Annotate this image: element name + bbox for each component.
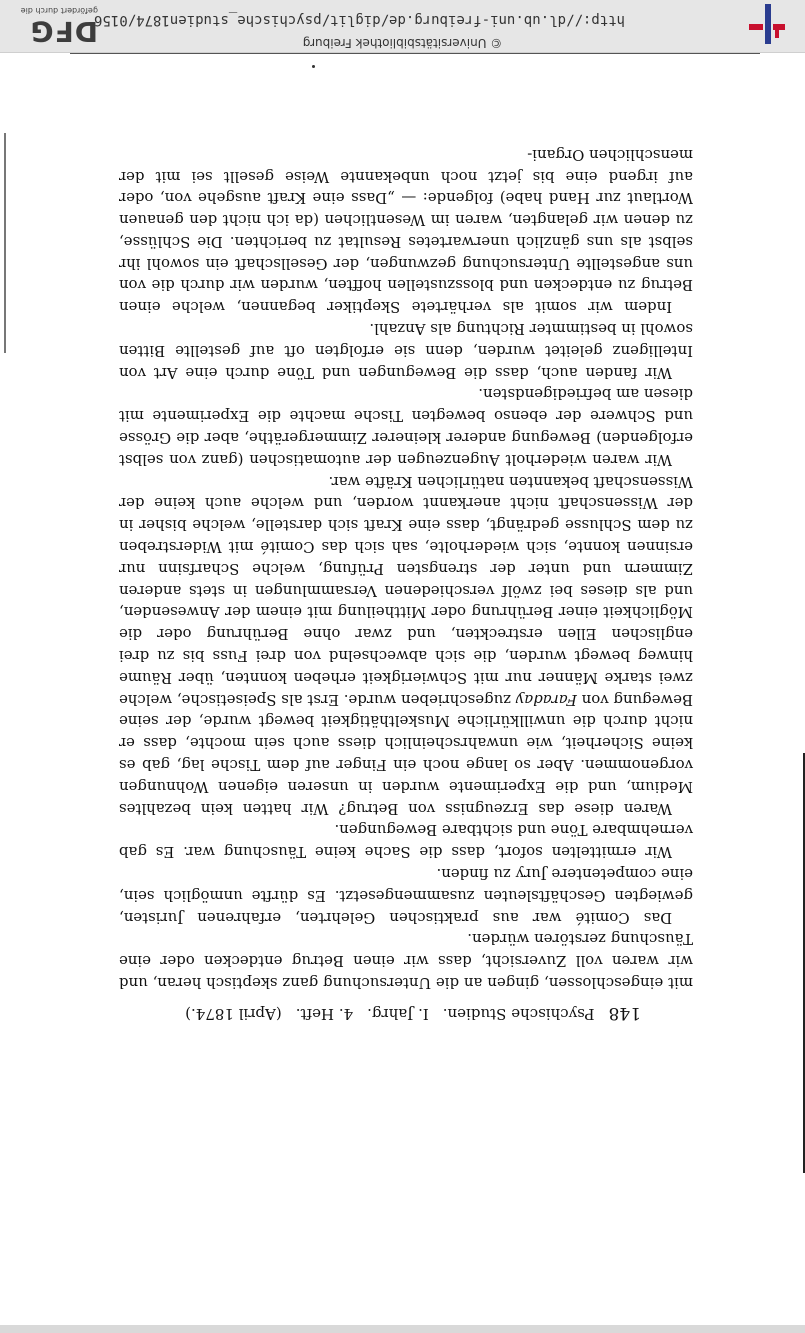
- page-edge-line: [70, 53, 760, 54]
- page-body-text: [119, 143, 693, 993]
- paragraph: Das Comité war aus praktischen Gelehrten, erfahrenen Juristen, gewiegten Geschäftsleuten zusammengesetzt. Es dürfte unmöglich sein, eine competentere Jury zu finden.: [119, 865, 693, 927]
- journal-title: Psychische Studien.: [442, 1005, 595, 1023]
- dfg-logo: [18, 4, 98, 48]
- running-header: [131, 1003, 641, 1023]
- issue-date: (April 1874.): [185, 1005, 282, 1023]
- paragraph: Indem wir somit als verhärtete Skeptiker begannen, welche einen Betrug zu entdecken und blosszustellen hofften, wurden wir durch die von uns angestellte Untersuchung gezwungen, der Gesellschaft ein sowohl ihr selbst als uns gänzlich unerwartetes Resultat zu berichten. Die Schlüsse, zu denen wir gelangten, waren im Wesentlichen (da ich nicht den genauen Wortlaut zur Hand habe) folgende: — „Dass eine Kraft ausgehe von, oder auf irgend eine bis jetzt noch unbekannte Weise gesellt sei mit der menschlichen Organi-: [119, 145, 693, 317]
- dfg-caption: gefördert durch die: [20, 6, 98, 15]
- scan-edge-mark: [4, 133, 6, 353]
- page-number: 148: [608, 1003, 641, 1023]
- scan-speck: [312, 65, 315, 68]
- viewer-bottom-strip: [0, 1325, 805, 1333]
- copyright-notice: © Universitätsbibliothek Freiburg: [302, 36, 503, 50]
- issue-label: 4. Heft.: [295, 1005, 354, 1023]
- dfg-logo-text: DFG: [29, 15, 98, 48]
- paragraph: mit eingeschlossen, gingen an die Untersuchung ganz skeptisch heran, und wir waren voll Zuversicht, dass wir einen Betrug entdecken oder eine Täuschung zerstören würden.: [119, 930, 693, 992]
- volume-label: I. Jahrg.: [367, 1005, 429, 1023]
- paragraph: Waren diese das Erzeugniss von Betrug? Wir hatten kein bezahltes Medium, und die Experimente wurden in unseren eigenen Wohnungen vorgenommen. Aber so lange noch ein Finger auf dem Tische lag, gab es keine Sicherheit, wie unwahrscheinlich diess auch sein mochte, dass er nicht durch die unwillkürliche Muskelthätigkeit bewegt wurde, der seine Bewegung von Faraday zugeschrieben wurde. Erst als Speisetische, welche zwei starke Männer nur mit Schwierigkeit erheben konnten, über Räume hinweg bewegt wurden, die sich abwechselnd von drei Fuss bis zu drei englischen Ellen erstreckten, und zwar ohne Berührung oder die Möglichkeit einer Berührung oder Mittheilung mit einem der Anwesenden, und als dieses bei zwölf verschiedenen Versammlungen in stets anderen Zimmern und unter der strengsten Prüfung, welche Scharfsinn nur ersinnen konnte, sich wiederholte, sah sich das Comité mit Widerstreben zu dem Schlusse gedrängt, dass eine Kraft sich darstelle, welche bisher in der Wissenschaft nicht anerkannt worden, und welche auch keine der Wissenschaft bekannten natürlichen Kräfte war.: [119, 472, 693, 818]
- paragraph: Wir fanden auch, dass die Bewegungen und Töne durch eine Art von Intelligenz geleitet wurden, denn sie erfolgten oft auf gestellte Bitten sowohl in bestimmter Richtung als Anzahl.: [119, 320, 693, 382]
- italic-name: Faraday: [515, 690, 577, 709]
- paragraph: Wir ermittelten sofort, dass die Sache keine Täuschung war. Es gab vernehmbare Töne und sichtbare Bewegungen.: [119, 821, 693, 862]
- paragraph: Wir waren wiederholt Augenzeugen der automatischen (ganz von selbst erfolgenden) Bewegung anderer kleinerer Zimmergeräthe, aber die Grösse und Schwere der ebenso bewegten Tische machte die Experimente mit diesen am befriedigendsten.: [119, 385, 693, 469]
- viewer-footer-bar: [0, 0, 805, 53]
- document-url[interactable]: http://dl.ub.uni-freiburg.de/diglit/psychische_studien1874/0156: [93, 12, 625, 28]
